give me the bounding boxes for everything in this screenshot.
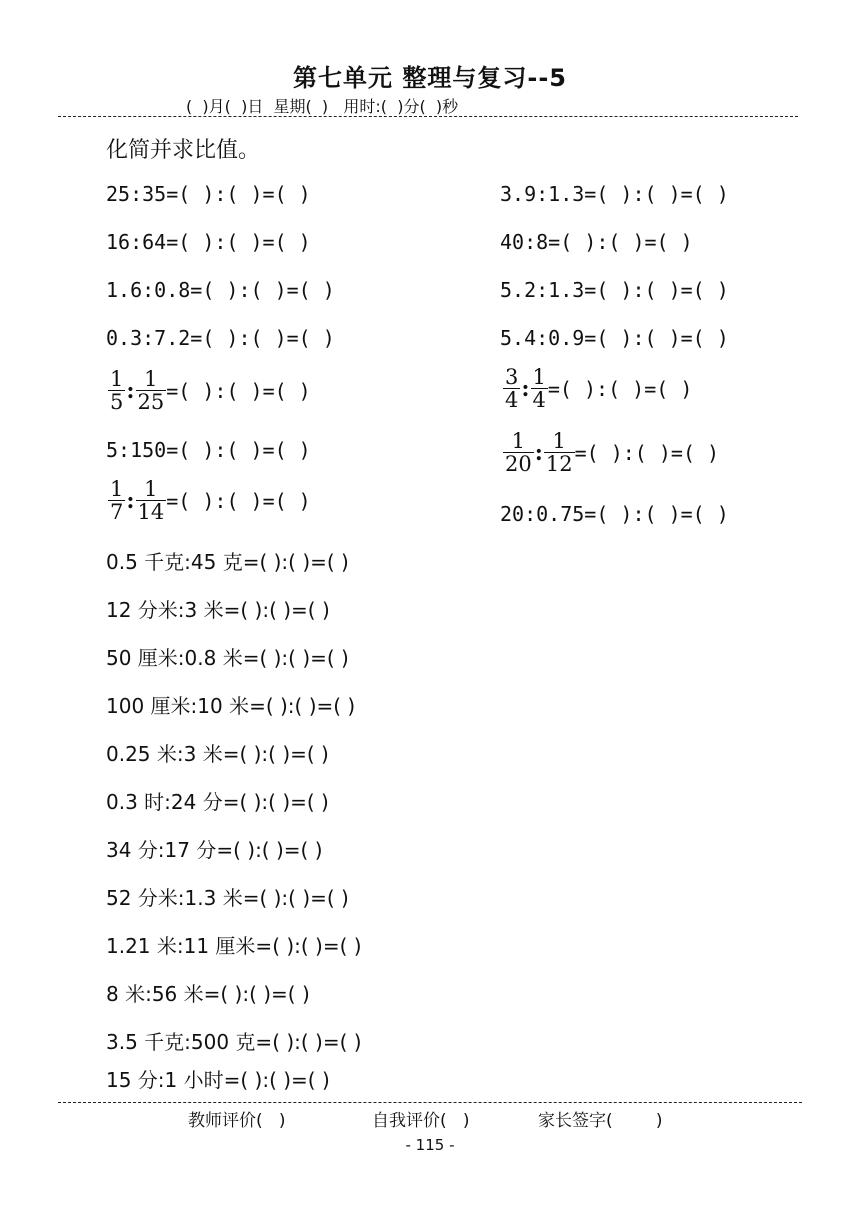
ratio-colon: : xyxy=(126,487,135,514)
problem-row: 0.5 千克:45 克=( ):( )=( ) xyxy=(106,550,349,574)
problem-row: 1.21 米:11 厘米=( ):( )=( ) xyxy=(106,934,362,958)
problem-row: 20:0.75=( ):( )=( ) xyxy=(500,502,729,526)
problem-row: 40:8=( ):( )=( ) xyxy=(500,230,693,254)
problem-row: 100 厘米:10 米=( ):( )=( ) xyxy=(106,694,356,718)
answer-blanks: =( ):( )=( ) xyxy=(166,378,311,403)
fraction-problem-row xyxy=(108,478,311,523)
problem-row: 12 分米:3 米=( ):( )=( ) xyxy=(106,598,330,622)
page-title: 第七单元 整理与复习--5 xyxy=(293,64,567,92)
problem-row: 16:64=( ):( )=( ) xyxy=(106,230,311,254)
fraction: $\frac{1}{7}$ xyxy=(110,477,124,524)
fraction: $\frac{3}{4}$ xyxy=(505,365,519,412)
problem-row: 8 米:56 米=( ):( )=( ) xyxy=(106,982,310,1006)
date-time-text: ( )月( )日 星期( ) 用时:( )分( )秒 xyxy=(186,97,459,116)
self-evaluation: 自我评价( ) xyxy=(372,1111,470,1131)
fraction-problem-row xyxy=(108,368,311,413)
problem-row: 5.4:0.9=( ):( )=( ) xyxy=(500,326,729,350)
answer-blanks: =( ):( )=( ) xyxy=(547,376,693,401)
fraction: $\frac{1}{12}$ xyxy=(545,429,573,476)
page-number: - 115 - xyxy=(405,1136,455,1154)
date-time-line xyxy=(58,94,798,117)
problem-row: 50 厘米:0.8 米=( ):( )=( ) xyxy=(106,646,349,670)
problem-row: 0.3:7.2=( ):( )=( ) xyxy=(106,326,335,350)
ratio-colon: : xyxy=(534,439,543,466)
answer-blanks: =( ):( )=( ) xyxy=(574,440,720,465)
problem-row: 25:35=( ):( )=( ) xyxy=(106,182,311,206)
fraction: $\frac{1}{20}$ xyxy=(505,429,532,476)
problem-row: 52 分米:1.3 米=( ):( )=( ) xyxy=(106,886,349,910)
problem-row: 1.6:0.8=( ):( )=( ) xyxy=(106,278,335,302)
ratio-colon: : xyxy=(126,377,135,404)
fraction: $\frac{1}{5}$ xyxy=(110,367,124,414)
footer-divider xyxy=(58,1102,802,1103)
problem-row: 34 分:17 分=( ):( )=( ) xyxy=(106,838,323,862)
fraction: $\frac{1}{14}$ xyxy=(137,477,165,524)
problem-row: 5:150=( ):( )=( ) xyxy=(106,438,311,462)
problem-row: 0.3 时:24 分=( ):( )=( ) xyxy=(106,790,329,814)
fraction: $\frac{1}{25}$ xyxy=(137,367,165,414)
problem-row: 3.9:1.3=( ):( )=( ) xyxy=(500,182,729,206)
parent-signature: 家长签字( ) xyxy=(538,1111,663,1131)
answer-blanks: =( ):( )=( ) xyxy=(166,488,311,513)
ratio-colon: : xyxy=(521,375,530,402)
problem-row: 0.25 米:3 米=( ):( )=( ) xyxy=(106,742,329,766)
teacher-evaluation: 教师评价( ) xyxy=(188,1111,286,1131)
fraction-problem-row xyxy=(503,430,719,475)
instruction: 化简并求比值。 xyxy=(106,138,261,163)
fraction-problem-row xyxy=(503,366,692,411)
problem-row: 5.2:1.3=( ):( )=( ) xyxy=(500,278,729,302)
fraction: $\frac{1}{4}$ xyxy=(532,365,546,412)
problem-row: 15 分:1 小时=( ):( )=( ) xyxy=(106,1068,330,1092)
problem-row: 3.5 千克:500 克=( ):( )=( ) xyxy=(106,1030,362,1054)
